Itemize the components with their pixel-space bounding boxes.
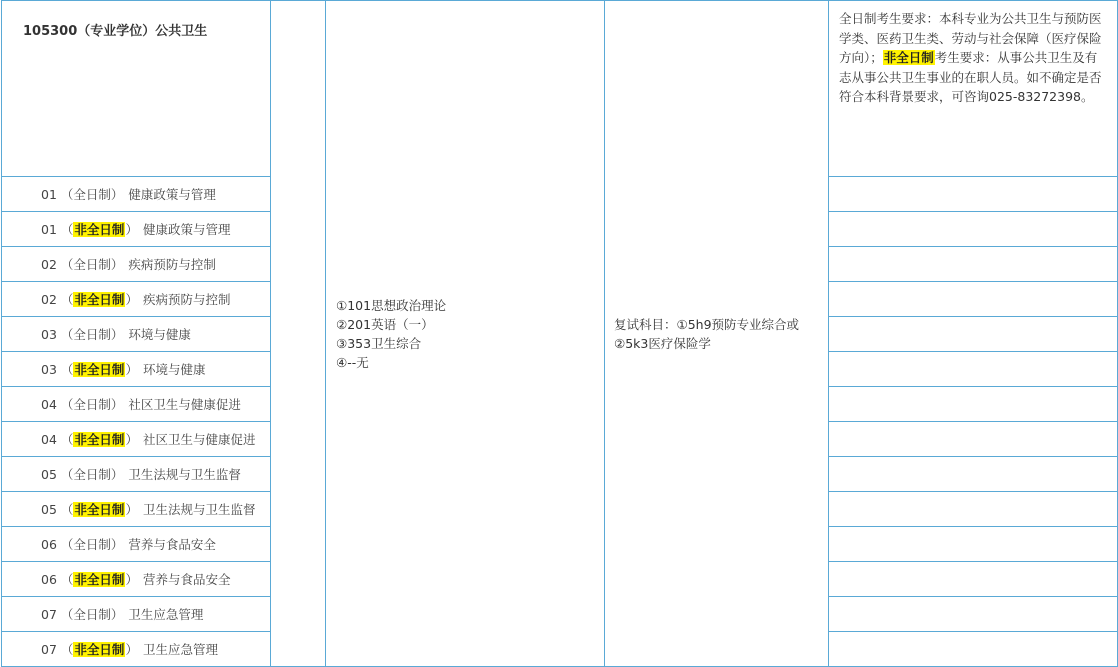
direction-cell [2,247,271,282]
study-mode: （非全日制） [60,502,138,517]
direction-label [2,457,270,491]
direction-label [2,597,270,631]
direction-cell [2,632,271,667]
direction-label [2,317,270,351]
direction-cell [2,422,271,457]
retest-line-1: 复试科目：①5h9预防专业综合或 [614,316,800,332]
study-mode: （非全日制） [60,572,138,587]
requirements-highlight: 非全日制 [883,50,934,65]
direction-code: 05 [41,466,57,482]
exam-subject-1: ①101思想政治理论 [336,297,447,313]
direction-label [2,492,270,526]
direction-cell [2,597,271,632]
exam-subject-4: ④--无 [336,354,369,370]
direction-cell [2,492,271,527]
requirements-cell [829,1,1118,177]
retest-line-2: ②5k3医疗保险学 [614,335,711,351]
direction-name: 卫生法规与卫生监督 [142,502,256,517]
direction-label [2,527,270,561]
study-mode-highlight: 非全日制 [74,502,125,517]
requirements-empty-cell [829,177,1118,212]
direction-name: 健康政策与管理 [142,222,231,237]
study-mode-highlight: 非全日制 [74,222,125,237]
study-mode: （非全日制） [60,642,138,657]
program-header-row [2,1,1118,177]
requirements-empty-cell [829,247,1118,282]
direction-cell [2,317,271,352]
requirements-empty-cell [829,282,1118,317]
exam-subject-2: ②201英语（一） [336,316,434,332]
direction-name: 健康政策与管理 [128,187,216,202]
direction-code: 03 [41,361,57,377]
requirements-empty-cell [829,387,1118,422]
study-mode: （非全日制） [60,292,138,307]
direction-name: 卫生法规与卫生监督 [128,467,241,482]
study-mode-highlight: 非全日制 [74,362,125,377]
requirements-empty-cell [829,317,1118,352]
direction-code: 04 [41,396,57,412]
study-mode: （全日制） [60,397,124,412]
direction-code: 07 [41,641,57,657]
exam-subject-3: ③353卫生综合 [336,335,422,351]
study-mode-highlight: 非全日制 [74,292,125,307]
direction-name: 社区卫生与健康促进 [128,397,241,412]
study-mode-highlight: 非全日制 [74,642,125,657]
requirements-empty-cell [829,212,1118,247]
admissions-table [1,0,1118,667]
direction-name: 环境与健康 [142,362,206,377]
study-mode: （全日制） [60,327,124,342]
retest-cell [605,1,829,667]
direction-code: 05 [41,501,57,517]
direction-cell [2,387,271,422]
direction-name: 营养与食品安全 [142,572,231,587]
study-mode: （非全日制） [60,432,138,447]
direction-name: 环境与健康 [128,327,191,342]
program-cell [2,1,271,177]
study-mode: （全日制） [60,257,124,272]
direction-code: 02 [41,291,57,307]
direction-label [2,177,270,211]
requirements-text-2: 考生要求：从事公共卫生及有志从事公共卫生事业的在职人员。如不确定是否符合本科背景要求，可咨询025-83272398。 [839,50,1102,104]
direction-label [2,247,270,281]
requirements-empty-cell [829,562,1118,597]
direction-cell [2,212,271,247]
direction-cell [2,352,271,387]
study-mode: （全日制） [60,537,124,552]
direction-name: 疾病预防与控制 [128,257,216,272]
requirements-empty-cell [829,527,1118,562]
study-mode: （全日制） [60,607,124,622]
direction-label [2,562,270,596]
direction-code: 07 [41,606,57,622]
requirements-empty-cell [829,422,1118,457]
direction-label [2,282,270,316]
study-mode-highlight: 非全日制 [74,432,125,447]
direction-code: 06 [41,571,57,587]
requirements-empty-cell [829,457,1118,492]
study-mode: （非全日制） [60,222,138,237]
direction-name: 营养与食品安全 [128,537,216,552]
exam-subjects-cell [326,1,605,667]
direction-code: 03 [41,326,57,342]
direction-label [2,422,270,456]
direction-name: 疾病预防与控制 [142,292,231,307]
requirements-empty-cell [829,352,1118,387]
direction-code: 06 [41,536,57,552]
direction-name: 卫生应急管理 [142,642,218,657]
blank-column-cell [271,1,326,667]
direction-cell [2,177,271,212]
study-mode: （全日制） [60,467,124,482]
direction-cell [2,527,271,562]
direction-label [2,352,270,386]
direction-label [2,212,270,246]
study-mode: （全日制） [60,187,124,202]
requirements-text-1: 全日制考生要求：本科专业为公共卫生与预防医学类、医药卫生类、劳动与社会保障（医疗保险方向）； [839,11,1102,65]
direction-code: 02 [41,256,57,272]
direction-cell [2,562,271,597]
direction-name: 社区卫生与健康促进 [142,432,256,447]
requirements-empty-cell [829,597,1118,632]
direction-label [2,632,270,666]
direction-label [2,387,270,421]
study-mode: （非全日制） [60,362,138,377]
direction-code: 04 [41,431,57,447]
study-mode-highlight: 非全日制 [74,572,125,587]
direction-code: 01 [41,221,57,237]
direction-code: 01 [41,186,57,202]
requirements-empty-cell [829,632,1118,667]
direction-cell [2,457,271,492]
direction-cell [2,282,271,317]
program-title: 105300（专业学位）公共卫生 [23,24,208,39]
requirements-empty-cell [829,492,1118,527]
direction-name: 卫生应急管理 [128,607,204,622]
